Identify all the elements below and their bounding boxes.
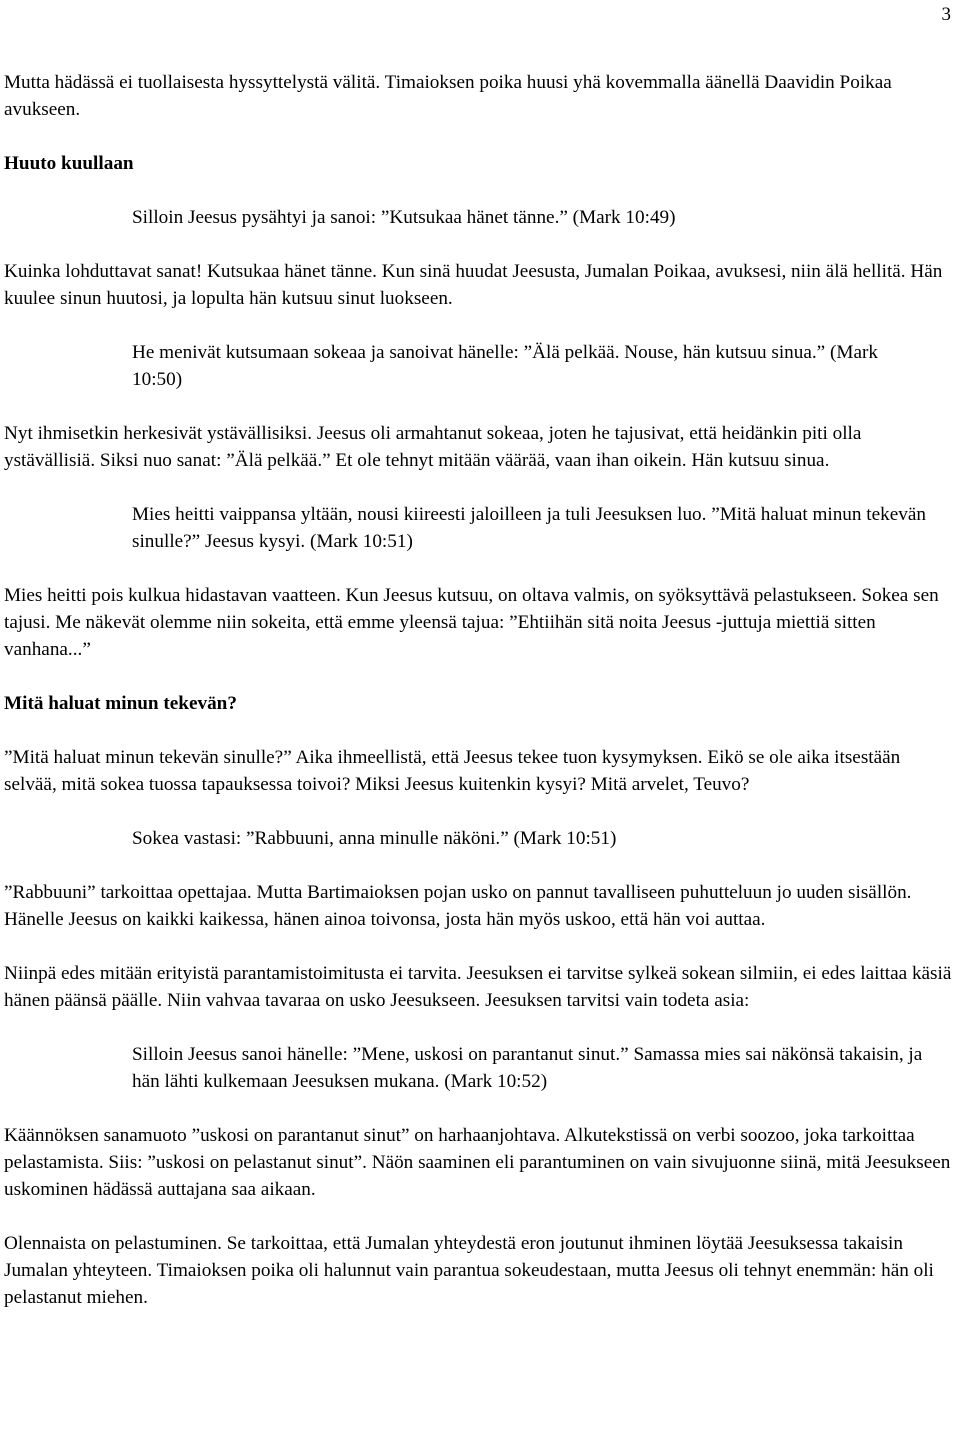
bible-quote: He menivät kutsumaan sokeaa ja sanoivat hänelle: ”Älä pelkää. Nouse, hän kutsuu sinua.” (Mark 10:50) [132, 342, 878, 390]
section-heading: Huuto kuullaan [4, 153, 134, 174]
bible-quote: Sokea vastasi: ”Rabbuuni, anna minulle näköni.” (Mark 10:51) [132, 828, 617, 849]
paragraph: Kuinka lohduttavat sanat! Kutsukaa hänet tänne. Kun sinä huudat Jeesusta, Jumalan Poikaa, avuksesi, niin älä hellitä. Hän kuulee sinun huutosi, ja lopulta hän kutsuu sinut luokseen. [4, 261, 943, 309]
document-body [4, 69, 954, 1338]
paragraph: Mies heitti pois kulkua hidastavan vaatteen. Kun Jeesus kutsuu, on oltava valmis, on syöksyttävä pelastukseen. Sokea sen tajusi. Me näkevät olemme niin sokeita, että emme yleensä tajua: ”Ehtiihän sitä noita Jeesus -juttuja miettiä sitten vanhana...” [4, 585, 939, 660]
bible-quote: Silloin Jeesus sanoi hänelle: ”Mene, uskosi on parantanut sinut.” Samassa mies sai näkönsä takaisin, ja hän lähti kulkemaan Jeesuksen mukana. (Mark 10:52) [132, 1044, 923, 1092]
paragraph: Käännöksen sanamuoto ”uskosi on parantanut sinut” on harhaanjohtava. Alkutekstissä on verbi soozoo, joka tarkoittaa pelastamista. Siis: ”uskosi on pelastanut sinut”. Näön saaminen eli parantuminen on vain sivujuonne siinä, mitä Jeesukseen uskominen hädässä auttajana saa aikaan. [4, 1125, 951, 1200]
bible-quote: Silloin Jeesus pysähtyi ja sanoi: ”Kutsukaa hänet tänne.” (Mark 10:49) [132, 207, 676, 228]
paragraph: Nyt ihmisetkin herkesivät ystävällisiksi. Jeesus oli armahtanut sokeaa, joten he tajusivat, että heidänkin piti olla ystävällisiä. Siksi nuo sanat: ”Älä pelkää.” Et ole tehnyt mitään väärää, vaan ihan oikein. Hän kutsuu sinua. [4, 423, 862, 471]
page-number: 3 [941, 4, 951, 25]
bible-quote: Mies heitti vaippansa yltään, nousi kiireesti jaloilleen ja tuli Jeesuksen luo. ”Mitä haluat minun tekevän sinulle?” Jeesus kysyi. (Mark 10:51) [132, 504, 926, 552]
paragraph: Mutta hädässä ei tuollaisesta hyssyttelystä välitä. Timaioksen poika huusi yhä kovemmalla äänellä Daavidin Poikaa avukseen. [4, 72, 892, 120]
paragraph: ”Rabbuuni” tarkoittaa opettajaa. Mutta Bartimaioksen pojan usko on pannut tavalliseen puhutteluun jo uuden sisällön. Hänelle Jeesus on kaikki kaikessa, hänen ainoa toivonsa, josta hän myös uskoo, että hän voi auttaa. [4, 882, 912, 930]
paragraph: ”Mitä haluat minun tekevän sinulle?” Aika ihmeellistä, että Jeesus tekee tuon kysymyksen. Eikö se ole aika itsestään selvää, mitä sokea tuossa tapauksessa toivoi? Miksi Jeesus kuitenkin kysyi? Mitä arvelet, Teuvo? [4, 747, 901, 795]
paragraph: Niinpä edes mitään erityistä parantamistoimitusta ei tarvita. Jeesuksen ei tarvitse sylkeä sokean silmiin, ei edes laittaa käsiä hänen päänsä päälle. Niin vahvaa tavaraa on usko Jeesukseen. Jeesuksen tarvitsi vain todeta asia: [4, 963, 952, 1011]
paragraph: Olennaista on pelastuminen. Se tarkoittaa, että Jumalan yhteydestä eron joutunut ihminen löytää Jeesuksessa takaisin Jumalan yhteyteen. Timaioksen poika oli halunnut vain parantua sokeudestaan, mutta Jeesus oli tehnyt enemmän: hän oli pelastanut miehen. [4, 1233, 934, 1308]
section-heading: Mitä haluat minun tekevän? [4, 693, 237, 714]
